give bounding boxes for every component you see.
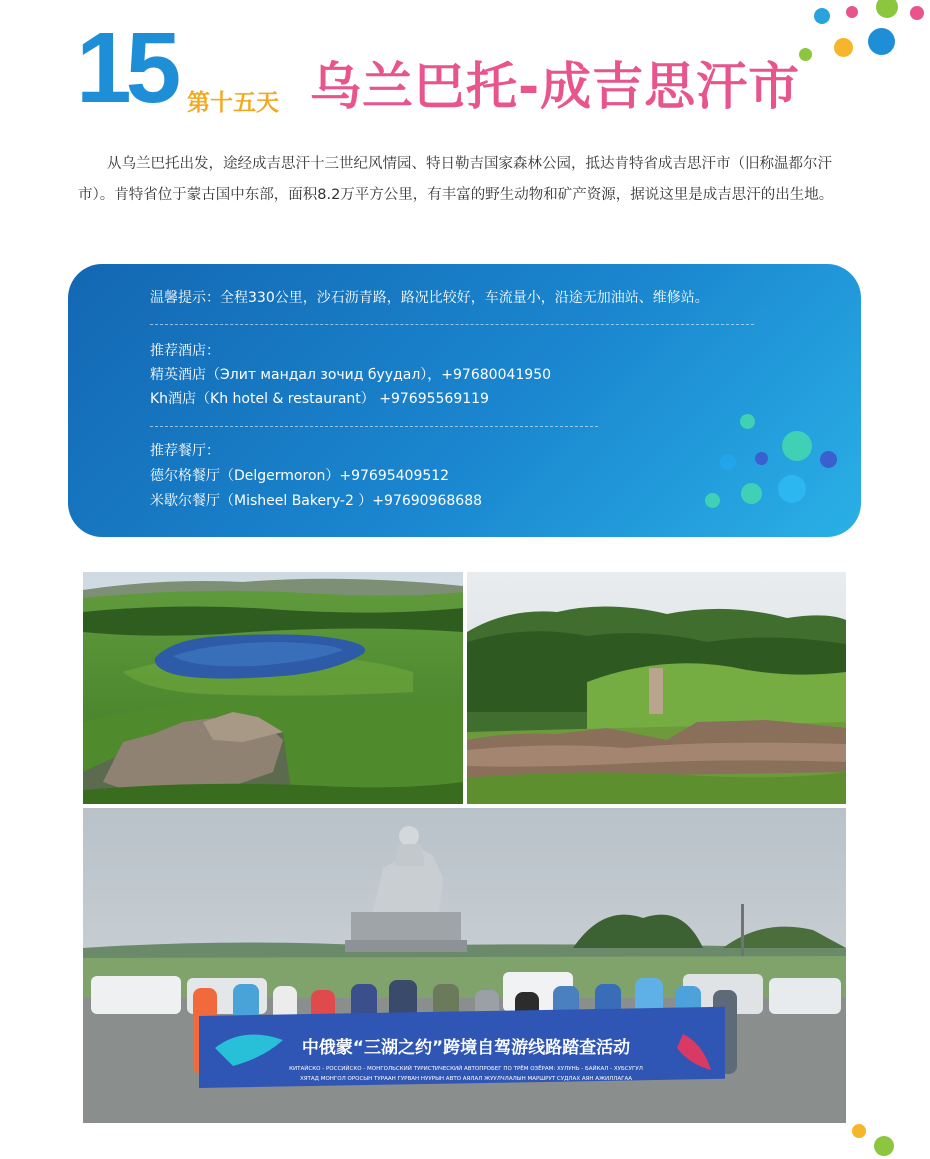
decor-bubble (720, 454, 736, 470)
divider (150, 426, 598, 427)
decor-dot (868, 28, 895, 55)
page-title: 乌兰巴托-成吉思汗市 (310, 58, 801, 117)
decor-bubble (778, 475, 806, 503)
decor-dot (874, 1136, 894, 1156)
decor-dot (852, 1124, 866, 1138)
decor-bubble (705, 493, 720, 508)
decor-dot (834, 38, 853, 57)
decor-dot (910, 6, 924, 20)
decor-dot (846, 6, 858, 18)
hotel-item: 精英酒店（Элит мандал зочид буудал），+97680041950 (150, 367, 552, 383)
decor-bubble (740, 414, 755, 429)
divider (150, 324, 754, 325)
hotel-item: Kh酒店（Kh hotel & restaurant） +97695569119 (150, 391, 489, 407)
restaurants-heading: 推荐餐厅： (150, 443, 220, 459)
decor-dot (876, 0, 898, 18)
photo-group-statue (83, 808, 846, 1123)
decor-dot (799, 48, 812, 61)
restaurant-item: 米歇尔餐厅（Misheel Bakery-2 ）+97690968688 (150, 493, 483, 509)
decor-bubble (741, 483, 762, 504)
decor-bubble (820, 451, 837, 468)
decor-dot (814, 8, 830, 24)
banner-subtitle-mn: ХЯТАД МОНГОЛ ОРОСЫН ТУРААН ГУРВАН НУУРЫН АВТО АЯЛАЛ ЖУУЛЧЛАЛЫН МАРШРУТ СУДЛАХ АЯН АЖИЛЛАГАА (299, 1076, 633, 1082)
restaurant-item: 德尔格餐厅（Delgermoron）+97695409512 (150, 468, 450, 484)
info-box (68, 264, 861, 537)
photo-forest-ruins (467, 572, 846, 804)
hotels-heading: 推荐酒店： (150, 343, 220, 359)
day-label: 第十五天 (187, 90, 279, 116)
photo-lake-landscape (83, 572, 463, 804)
decor-bubble (782, 431, 812, 461)
intro-paragraph: 从乌兰巴托出发，途经成吉思汗十三世纪风情园、特日勒吉国家森林公园，抵达肯特省成吉思汗市（旧称温都尔汗市）。肯特省位于蒙古国中东部，面积8.2万平方公里，有丰富的野生动物和矿产资源，据说这里是成吉思汗的出生地。 (78, 156, 834, 203)
travel-tip: 温馨提示：全程330公里，沙石沥青路，路况比较好，车流量小，沿途无加油站、维修站。 (150, 290, 709, 306)
banner-title: 中俄蒙“三湖之约”跨境自驾游线路踏查活动 (301, 1038, 631, 1058)
decor-bubble (755, 452, 768, 465)
banner-subtitle-ru: КИТАЙСКО - РОССИЙСКО - МОНГОЛЬСКИЙ ТУРИСТИЧЕСКИЙ АВТОПРОБЕГ ПО ТРЁМ ОЗЁРАМ: ХУЛУНЬ - БАЙКАЛ - ХУБСУГУЛ (289, 1066, 643, 1072)
day-number: 15 (76, 12, 176, 124)
